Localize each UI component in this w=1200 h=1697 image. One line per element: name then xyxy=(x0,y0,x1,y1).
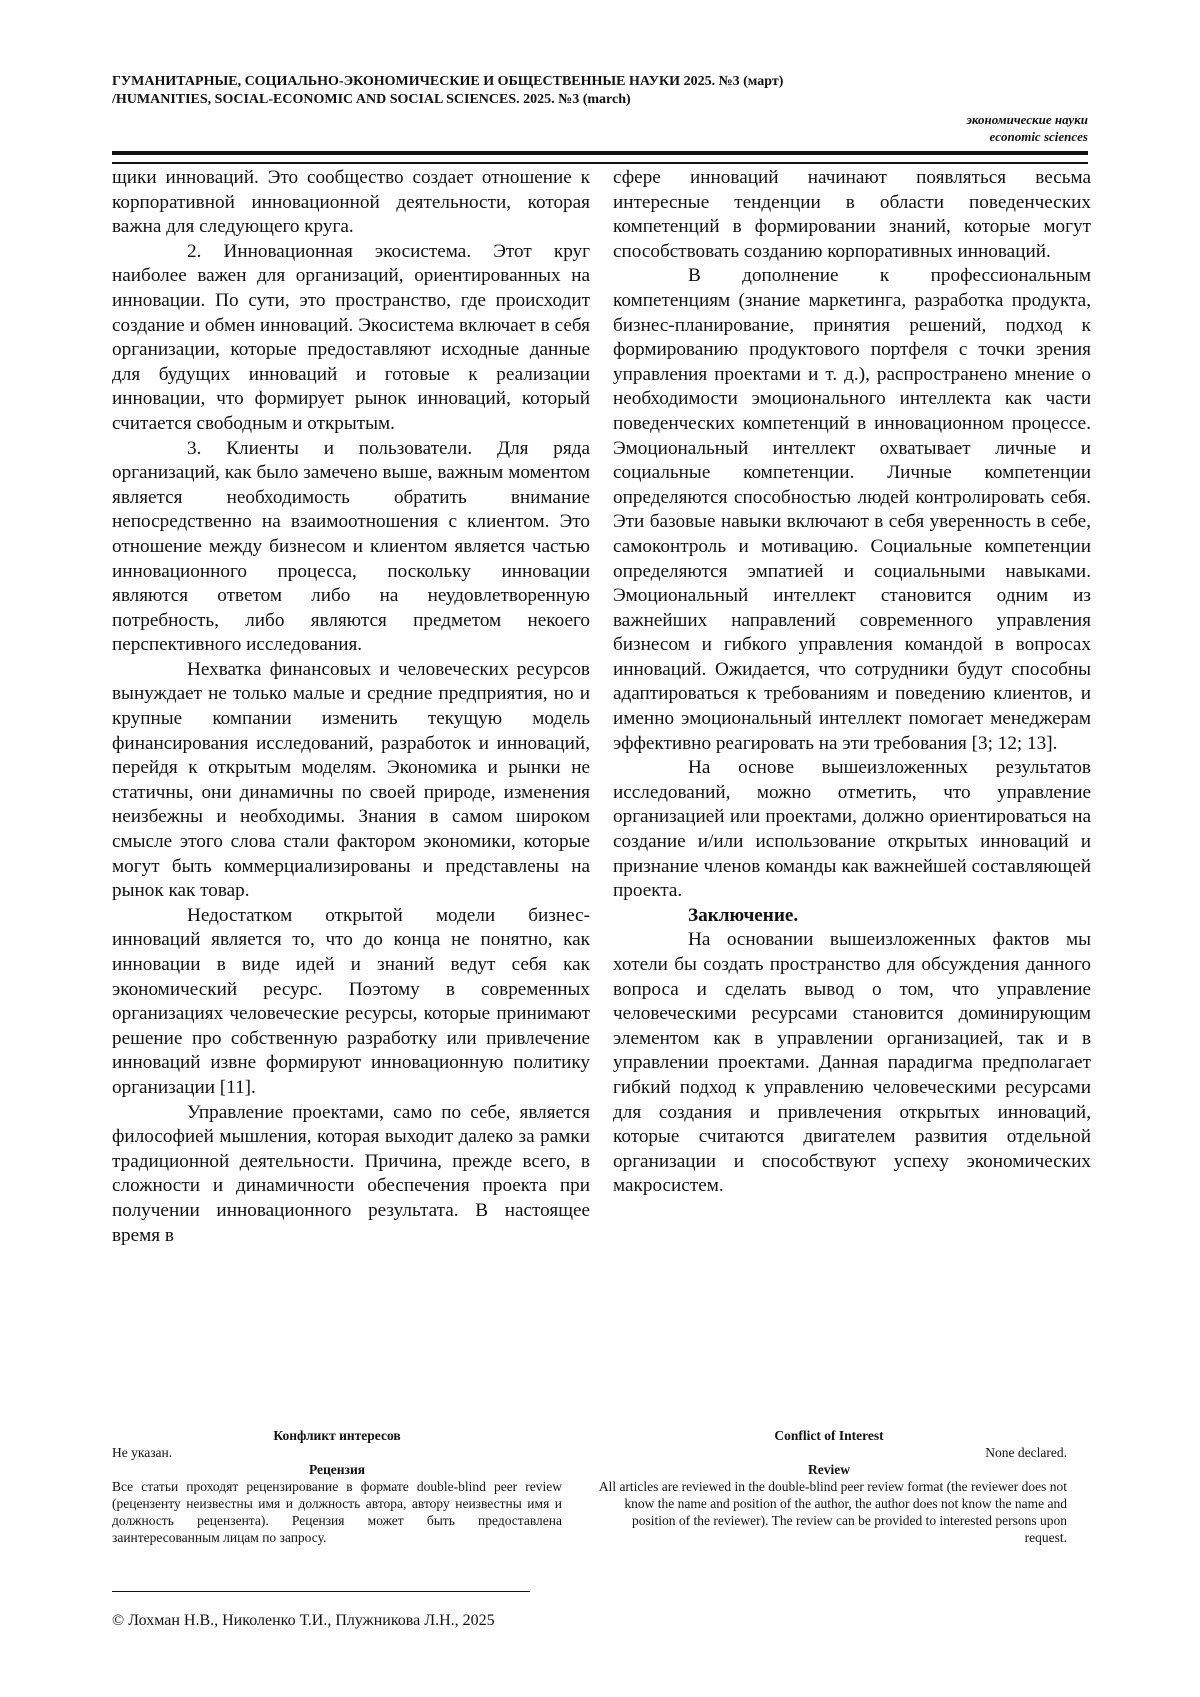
right-column xyxy=(613,166,1091,1199)
paragraph: На основе вышеизложенных результатов исследований, можно отметить, что управление организацией или проектами, должно ориентироваться на создание и/или использование открытых инноваций и признание членов команды как важнейшей составляющей проекта. xyxy=(613,757,1091,902)
review-title-ru: Рецензия xyxy=(308,1462,366,1477)
review-text-en: All articles are reviewed in the double-blind peer review format (the reviewer does not know the name and position of the author, the author does not know the name and position of the reviewer). The review can be provided to interested persons upon request. xyxy=(598,1479,1067,1545)
conclusion-heading: Заключение. xyxy=(688,904,799,926)
paragraph: Недостатком открытой модели бизнес-инноваций является то, что до конца не понятно, как инновации в виде идей и знаний ведут себя как экономический ресурс. Поэтому в современных организациях человеческие ресурсы, которые принимают решение про собственную разработку или привлечение инноваций извне формируют инновационную политику организации [11]. xyxy=(112,904,590,1098)
conclusion-text: На основании вышеизложенных фактов мы хотели бы создать пространство для обсуждения данного вопроса и сделать вывод о том, что управление человеческими ресурсами становится доминирующим элементом как в управлении организацией, так и в управлении проектами. Данная парадигма предполагает гибкий подход к управлению человеческими ресурсами для создания и привлечения открытых инноваций, которые считаются двигателем развития отдельной организации и способствуют успеху экономических макросистем. xyxy=(613,929,1091,1197)
paragraph: В дополнение к профессиональным компетенциям (знание маркетинга, разработка продукта, бизнес-планирование, принятия решений, подход к формированию продуктового портфеля с точки зрения управления проектами и т. д.), распространено мнение о необходимости эмоционального интеллекта как части поведенческих компетенций в инновационном процессе. Эмоциональный интеллект охватывает личные и социальные компетенции. Личные компетенции определяются способностью людей контролировать себя. Эти базовые навыки включают в себя уверенность в себе, самоконтроль и мотивацию. Социальные компетенции определяются эмпатией и социальными навыками. Эмоциональный интеллект становится одним из важнейших направлений современного управления бизнесом и гибкого управления командой в вопросах инноваций. Ожидается, что сотрудники будут способны адаптироваться к требованиям и поведению клиентов, и именно эмоциональный интеллект помогает менеджерам эффективно реагировать на эти требования [3; 12; 13]. xyxy=(613,265,1091,754)
header-rule-thick xyxy=(112,151,1088,155)
left-column xyxy=(112,166,590,1248)
journal-title-en: /HUMANITIES, SOCIAL-ECONOMIC AND SOCIAL SCIENCES. 2025. №3 (march) xyxy=(112,92,631,107)
header-rule-thin xyxy=(112,162,1088,164)
paragraph: Управление проектами, само по себе, является философией мышления, которая выходит далеко за рамки традиционной деятельности. Причина, прежде всего, в сложности и динамичности обеспечения проекта при получении инновационного результата. В настоящее время в xyxy=(112,1101,590,1246)
footnote-ru xyxy=(112,1427,562,1546)
conflict-text-en: None declared. xyxy=(985,1445,1067,1460)
section-label-ru: экономические науки xyxy=(966,112,1088,127)
review-title-en: Review xyxy=(808,1462,850,1477)
conflict-text-ru: Не указан. xyxy=(112,1445,173,1460)
paragraph: 3. Клиенты и пользователи. Для ряда организаций, как было замечено выше, важным моментом является необходимость обратить внимание непосредственно на взаимоотношения с клиентом. Это отношение между бизнесом и клиентом является частью инновационного процесса, поскольку инновации являются ответом либо на неудовлетворенную потребность, либо являются предметом некоего перспективного исследования. xyxy=(112,437,590,656)
paragraph: сфере инноваций начинают появляться весьма интересные тенденции в области поведенческих компетенций в формировании знаний, которые могут способствовать созданию корпоративных инноваций. xyxy=(613,167,1091,262)
paragraph: Нехватка финансовых и человеческих ресурсов вынуждает не только малые и средние предприятия, но и крупные компании изменить текущую модель финансирования исследований, разработок и инноваций, перейдя к открытым моделям. Экономика и рынки не статичны, они динамичны по своей природе, изменения неизбежны и необходимы. Знания в самом широком смысле этого слова стали фактором экономики, которые могут быть коммерциализированы и представлены на рынок как товар. xyxy=(112,658,590,902)
footnote-separator xyxy=(112,1591,530,1592)
paragraph: щики инноваций. Это сообщество создает отношение к корпоративной инновационной деятельности, которая важна для следующего круга. xyxy=(112,167,590,238)
footnote-en xyxy=(591,1427,1067,1546)
review-text-ru: Все статьи проходят рецензирование в формате double-blind peer review (рецензенту неизвестны имя и должность автора, автору неизвестны имя и должность рецензента). Рецензия может быть предоставлена заинтересованным лицам по запросу. xyxy=(112,1479,562,1545)
conflict-title-en: Conflict of Interest xyxy=(774,1428,884,1443)
conflict-title-ru: Конфликт интересов xyxy=(273,1428,401,1443)
journal-title-ru: ГУМАНИТАРНЫЕ, СОЦИАЛЬНО-ЭКОНОМИЧЕСКИЕ И ОБЩЕСТВЕННЫЕ НАУКИ 2025. №3 (март) xyxy=(112,74,784,89)
copyright-line: © Лохман Н.В., Николенко Т.И., Плужникова Л.Н., 2025 xyxy=(112,1612,495,1629)
section-label-en: economic sciences xyxy=(989,129,1088,144)
paragraph: 2. Инновационная экосистема. Этот круг наиболее важен для организаций, ориентированных на инновации. По сути, это пространство, где происходит создание и обмен инноваций. Экосистема включает в себя организации, которые предоставляют исходные данные для будущих инноваций и готовые к реализации инновации, что формирует рынок инноваций, который считается свободным и открытым. xyxy=(112,240,590,434)
